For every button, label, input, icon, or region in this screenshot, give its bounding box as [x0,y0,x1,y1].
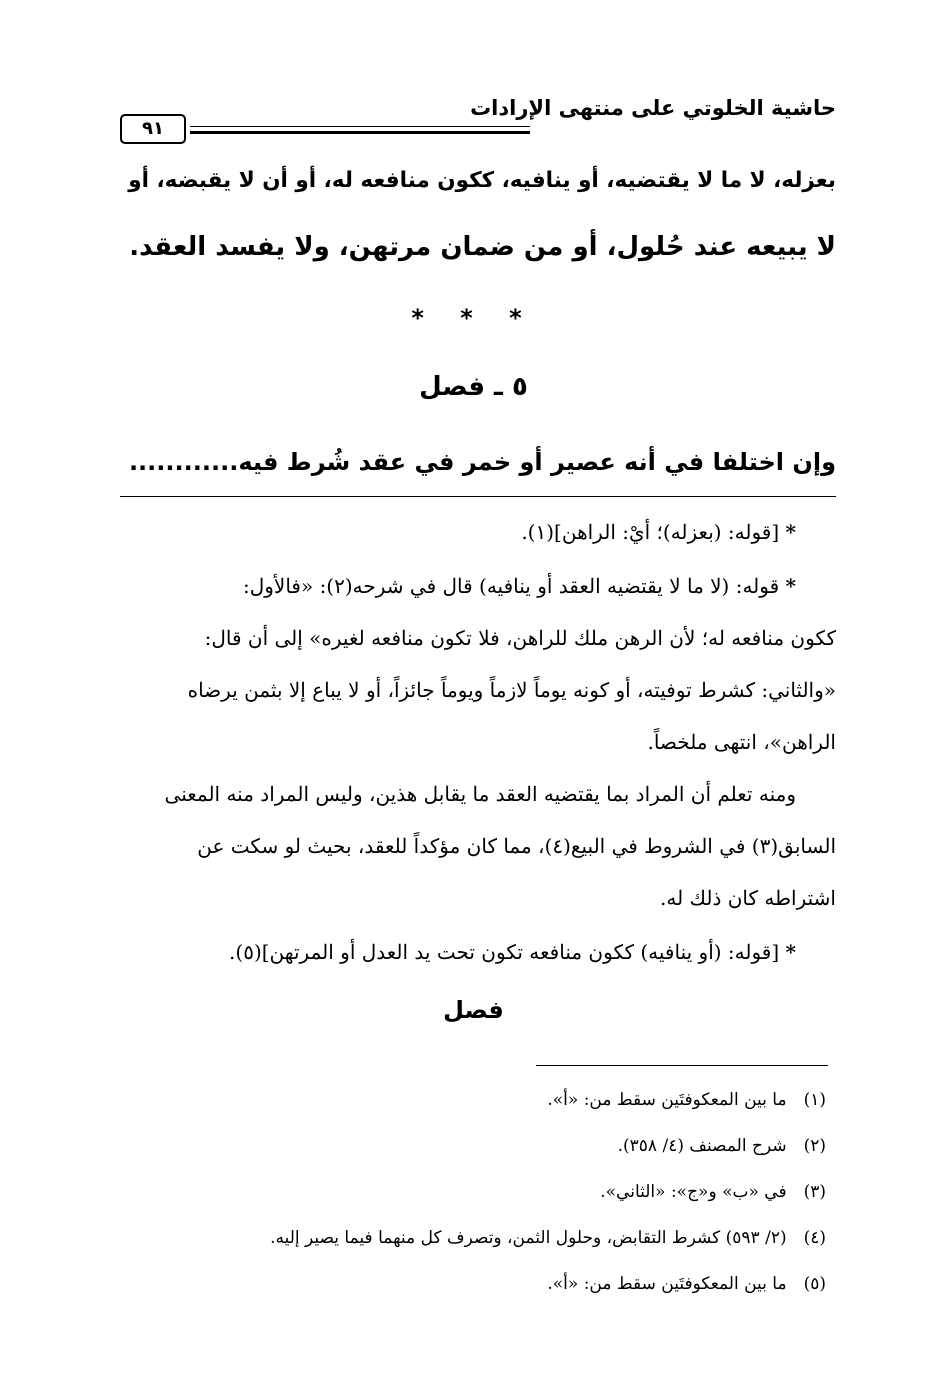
footnote [120,1228,826,1248]
matn-line-1: بعزله، لا ما لا يقتضيه، أو ينافيه، ككون منافعه له، أو أن لا يقبضه، أو [128,168,836,193]
commentary-text: [قوله: (أو ينافيه) ككون منافعه تكون تحت يد العدل أو المرتهن](٥). [229,940,780,964]
footnote [120,1090,826,1110]
commentary-paragraph-2-line-3: «والثاني: كشرط توفيته، أو كونه يوماً لازماً ويوماً جائزاً، أو لا يباع إلا بثمن يرضاه [187,678,836,702]
commentary-text: [قوله: (بعزله)؛ أيْ: الراهن](١). [521,520,780,544]
section-separator: * * * [411,304,536,332]
footnote-text: (٢/ ٥٩٣) كشرط التقابض، وحلول الثمن، وتصرف كل منهما فيما يصير إليه. [270,1228,787,1248]
footnote-number: (٢) [803,1136,826,1156]
footnote-text: في «ب» و«ج»: «الثاني». [600,1182,787,1202]
footnote-text: ما بين المعكوفتَين سقط من: «أ». [547,1274,787,1294]
footnote [120,1274,826,1294]
page-number: ٩١ [120,114,186,144]
sub-section-heading: فصل [443,996,504,1024]
header-rule [190,126,530,127]
footnote-number: (٣) [803,1182,826,1202]
footnote-number: (٤) [803,1228,826,1248]
footnote-number: (٥) [803,1274,826,1294]
matn-line-2: لا يبيعه عند حُلول، أو من ضمان مرتهن، ولا يفسد العقد. [129,232,836,262]
commentary-paragraph-3-line-2: السابق(٣) في الشروط في البيع(٤)، مما كان مؤكداً للعقد، بحيث لو سكت عن [197,834,836,858]
section-matn-text: وإن اختلفا في أنه عصير أو خمر في عقد شُرط فيه [238,448,836,476]
commentary-paragraph-3-line-1: ومنه تعلم أن المراد بما يقتضيه العقد ما يقابل هذين، وليس المراد منه المعنى [164,782,796,806]
commentary-paragraph-4 [120,940,836,964]
footnote-text: شرح المصنف (٤/ ٣٥٨). [617,1136,787,1156]
commentary-paragraph-2-line-1 [120,574,836,598]
commentary-paragraph-2-line-2: ككون منافعه له؛ لأن الرهن ملك للراهن، فلا تكون منافعه لغيره» إلى أن قال: [204,626,836,650]
footnote-number: (١) [803,1090,826,1110]
paragraph-marker: * [785,520,796,544]
footnote [120,1136,826,1156]
section-matn-line [120,448,836,476]
running-header [120,92,836,144]
footnote-text: ما بين المعكوفتَين سقط من: «أ». [547,1090,787,1110]
commentary-text: قوله: (لا ما لا يقتضيه العقد أو ينافيه) قال في شرحه(٢): «فالأول: [242,574,780,598]
book-title: حاشية الخلوتي على منتهى الإرادات [470,96,836,120]
footnote [120,1182,826,1202]
section-heading: ٥ ـ فصل [419,372,528,402]
section-matn-dots: ............ [128,448,239,476]
paragraph-marker: * [785,940,796,964]
header-rule-thick [190,131,530,134]
matn-commentary-divider [120,496,836,497]
commentary-paragraph-3-line-3: اشتراطه كان ذلك له. [660,886,836,910]
footnote-rule [536,1065,828,1066]
commentary-paragraph-2-line-4: الراهن»، انتهى ملخصاً. [647,730,836,754]
paragraph-marker: * [785,574,796,598]
commentary-paragraph-1 [120,520,836,544]
